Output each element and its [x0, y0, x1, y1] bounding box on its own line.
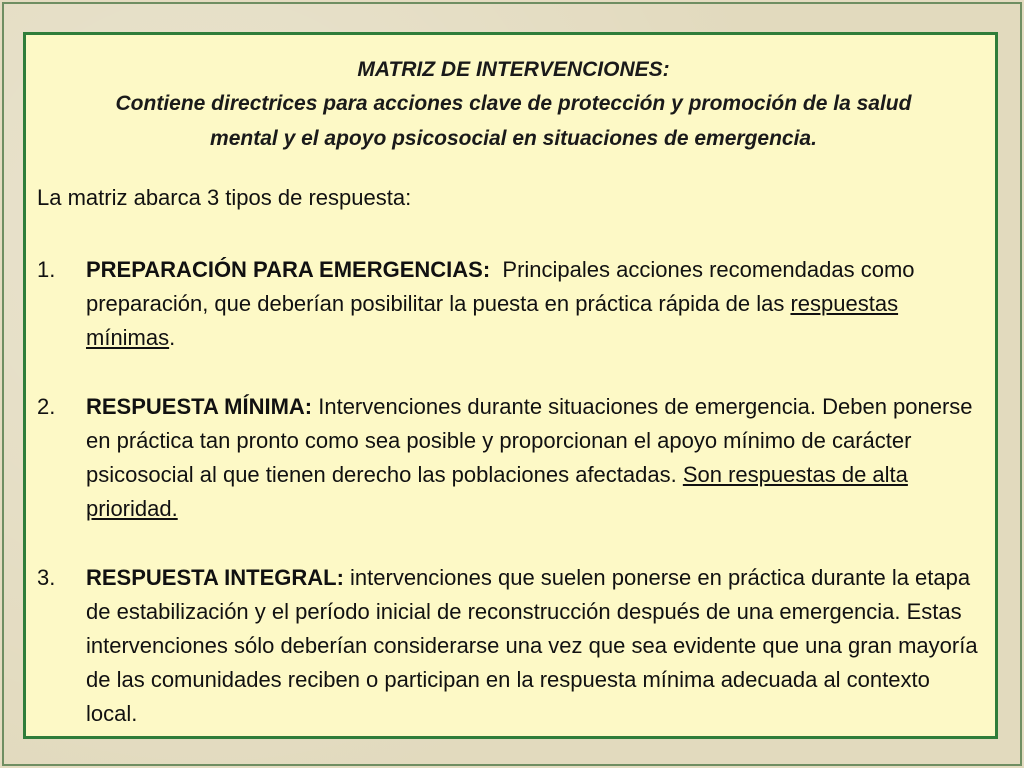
title-line-3: mental y el apoyo psicosocial en situaciones de emergencia.: [210, 127, 817, 150]
item-tail: .: [169, 325, 176, 350]
item-number: 1.: [37, 257, 56, 282]
item-text: intervenciones que suelen ponerse en práctica durante la etapa de estabilización y el período inicial de reconstrucción después de una emergencia. Estas intervenciones sólo deberían considerarse una vez que sea evidente que una gran mayoría de las comunidades reciben o participan en la respuesta mínima adecuada al contexto local.: [86, 565, 984, 726]
title-line-2: Contiene directrices para acciones clave de protección y promoción de la salud: [115, 92, 912, 115]
intro-text: La matriz abarca 3 tipos de respuesta:: [37, 185, 412, 210]
item-underlined: respuestas mínimas: [86, 291, 899, 350]
item-body: [86, 390, 986, 526]
slide: [23, 32, 998, 739]
item-heading: PREPARACIÓN PARA EMERGENCIAS:: [86, 257, 491, 282]
item-body: [86, 253, 986, 355]
item-text: Intervenciones durante situaciones de emergencia. Deben ponerse en práctica tan pronto como sea posible y proporcionan el apoyo mínimo de carácter psicosocial al que tienen derecho las poblaciones afectadas.: [86, 394, 979, 487]
title-line-1: MATRIZ DE INTERVENCIONES:: [357, 58, 670, 81]
item-body: [86, 561, 986, 731]
item-heading: RESPUESTA MÍNIMA:: [86, 394, 313, 419]
item-number: 3.: [37, 565, 56, 590]
outer-frame: [2, 2, 1022, 766]
item-heading: RESPUESTA INTEGRAL:: [86, 565, 344, 590]
item-underlined: Son respuestas de alta prioridad.: [86, 462, 908, 521]
item-number: 2.: [37, 394, 56, 419]
item-text: Principales acciones recomendadas como preparación, que deberían posibilitar la puesta en práctica rápida de las: [86, 257, 921, 316]
